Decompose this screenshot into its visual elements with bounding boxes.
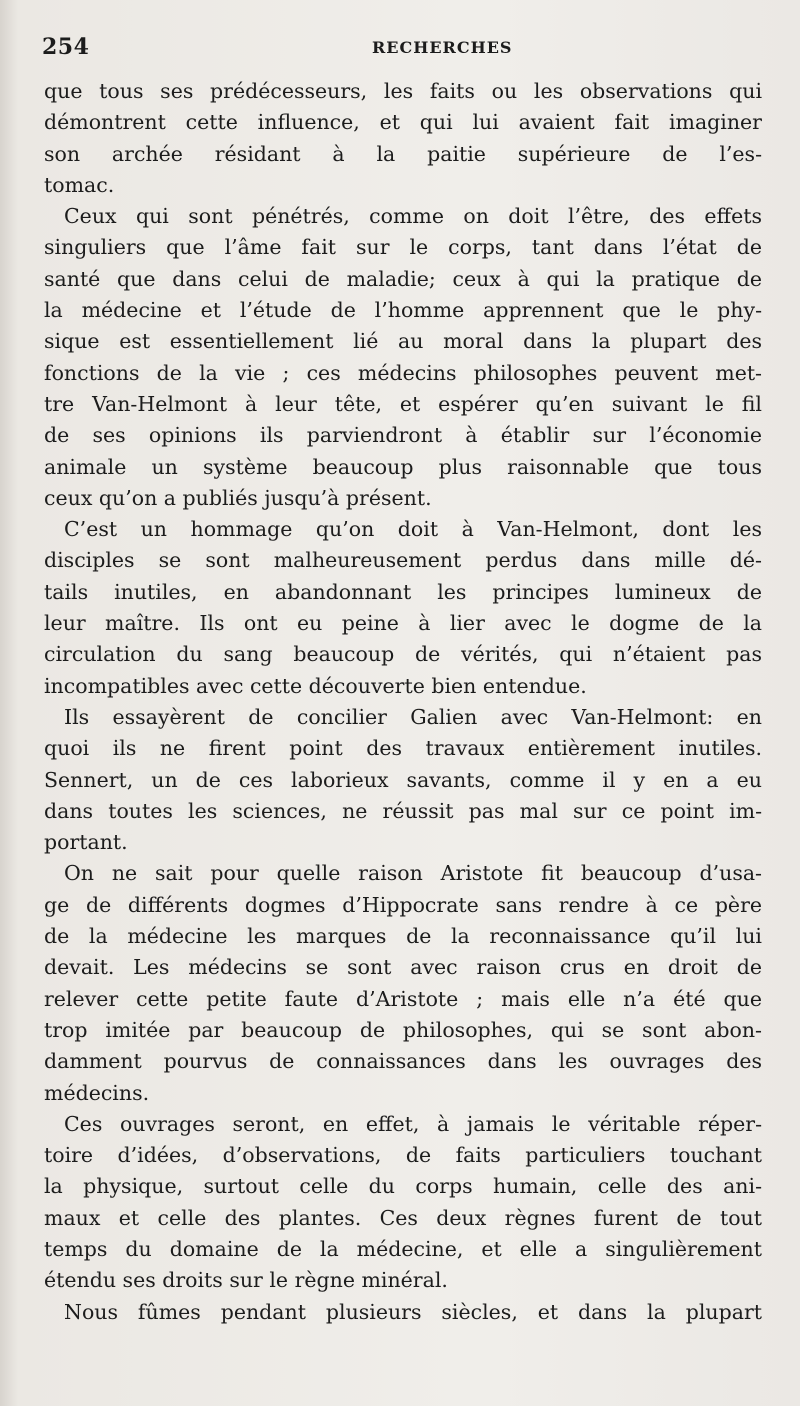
text-line: singuliers que l’âme fait sur le corps, tant dans l’état de (44, 235, 762, 260)
text-line: de la médecine les marques de la reconnaissance qu’il lui (44, 924, 762, 949)
text-line: tails inutiles, en abandonnant les principes lumineux de (44, 579, 762, 604)
text-line: Nous fûmes pendant plusieurs siècles, et dans la plupart (64, 1299, 762, 1324)
text-line: damment pourvus de connaissances dans les ouvrages des (44, 1049, 762, 1074)
text-line: son archée résidant à la paitie supérieure de l’es- (44, 141, 762, 166)
text-line: maux et celle des plantes. Ces deux règnes furent de tout (44, 1205, 762, 1230)
text-line: relever cette petite faute d’Aristote ; mais elle n’a été que (44, 986, 762, 1011)
text-line: portant. (44, 830, 128, 855)
text-line: médecins. (44, 1080, 150, 1105)
text-line: On ne sait pour quelle raison Aristote fit beaucoup d’usa- (64, 861, 762, 886)
text-line: incompatibles avec cette découverte bien entendue. (44, 673, 587, 698)
text-line: étendu ses droits sur le règne minéral. (44, 1268, 448, 1293)
text-line: C’est un hommage qu’on doit à Van-Helmont, dont les (64, 517, 762, 542)
page-header (42, 34, 762, 62)
text-line: dans toutes les sciences, ne réussit pas mal sur ce point im- (44, 798, 762, 823)
text-line: démontrent cette influence, et qui lui avaient fait imaginer (44, 110, 762, 135)
text-line: tomac. (44, 172, 115, 197)
page-number: 254 (42, 34, 90, 60)
text-line: Ils essayèrent de concilier Galien avec Van-Helmont: en (64, 704, 762, 729)
text-line: de ses opinions ils parviendront à établir sur l’économie (44, 423, 762, 448)
text-line: fonctions de la vie ; ces médecins philosophes peuvent met- (44, 360, 762, 385)
text-line: ge de différents dogmes d’Hippocrate sans rendre à ce père (44, 892, 762, 917)
text-line: animale un système beaucoup plus raisonnable que tous (44, 454, 762, 479)
text-line: Ceux qui sont pénétrés, comme on doit l’être, des effets (64, 204, 762, 229)
running-title: RECHERCHES (372, 38, 513, 57)
text-line: la médecine et l’étude de l’homme apprennent que le phy- (44, 298, 762, 323)
text-line: trop imitée par beaucoup de philosophes, qui se sont abon- (44, 1017, 762, 1042)
text-line: leur maître. Ils ont eu peine à lier avec le dogme de la (44, 611, 762, 636)
text-line: temps du domaine de la médecine, et elle a singulièrement (44, 1236, 762, 1261)
text-line: quoi ils ne firent point des travaux entièrement inutiles. (44, 736, 762, 761)
text-line: Ces ouvrages seront, en effet, à jamais le véritable réper- (64, 1111, 762, 1136)
text-line: que tous ses prédécesseurs, les faits ou les observations qui (44, 79, 762, 103)
text-line: devait. Les médecins se sont avec raison crus en droit de (44, 955, 762, 980)
text-line: ceux qu’on a publiés jusqu’à présent. (44, 485, 432, 510)
text-line: circulation du sang beaucoup de vérités, qui n’étaient pas (44, 642, 762, 667)
text-line: santé que dans celui de maladie; ceux à qui la pratique de (44, 266, 762, 291)
text-line: tre Van-Helmont à leur tête, et espérer qu’en suivant le fil (44, 391, 762, 416)
text-line: la physique, surtout celle du corps humain, celle des ani- (44, 1174, 762, 1199)
text-line: toire d’idées, d’observations, de faits particuliers touchant (44, 1143, 762, 1168)
text-line: disciples se sont malheureusement perdus dans mille dé- (44, 548, 762, 573)
text-line: sique est essentiellement lié au moral dans la plupart des (44, 329, 762, 354)
text-line: Sennert, un de ces laborieux savants, comme il y en a eu (44, 767, 762, 792)
body-text (44, 76, 762, 1328)
